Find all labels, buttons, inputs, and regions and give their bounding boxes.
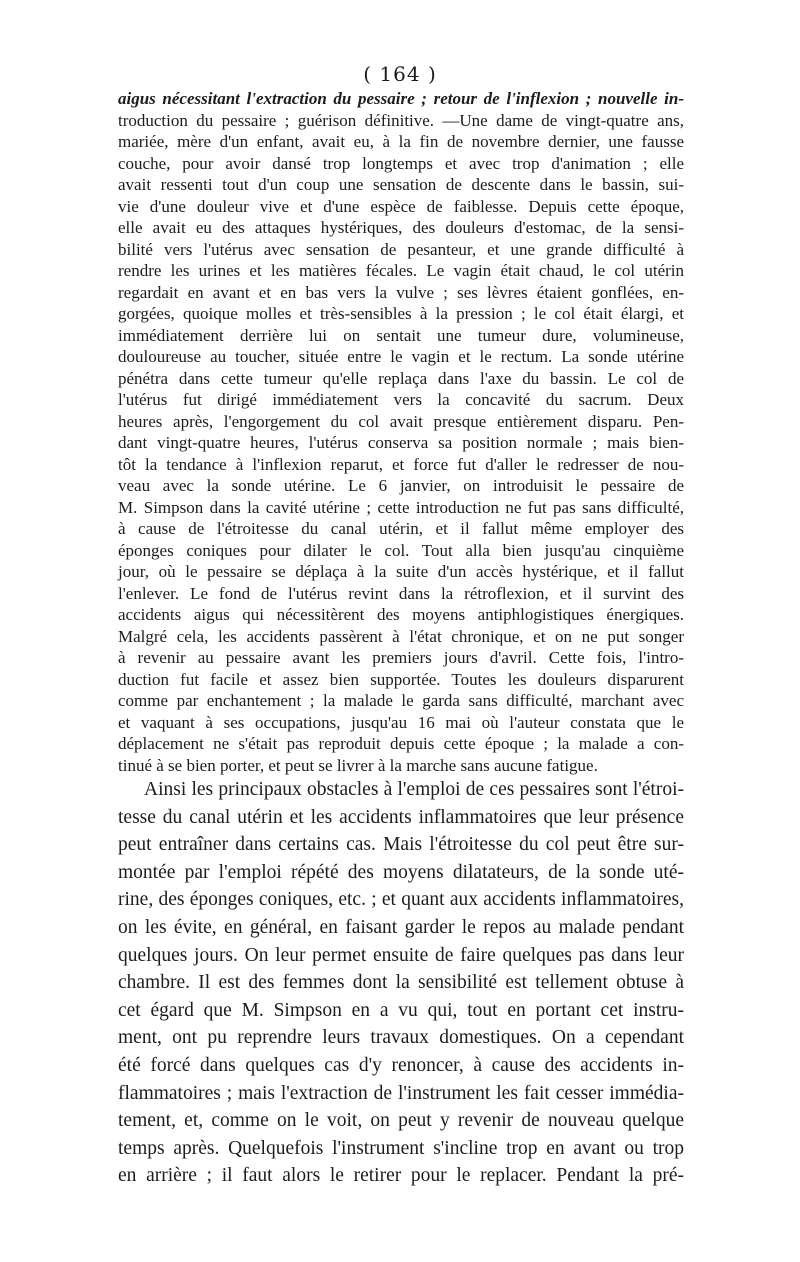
text-line: l'enlever. Le fond de l'utérus revint dans la rétroflexion, et il survint des [118,583,684,603]
text-line: flammatoires ; mais l'extraction de l'instrument les fait cesser immédia- [118,1082,684,1104]
text-line: Ainsi les principaux obstacles à l'emploi de ces pessaires sont l'étroi- [144,779,684,800]
text-line: comme par enchantement ; la malade le garda sans difficulté, marchant avec [118,691,684,710]
text-line: douloureuse au toucher, située entre le vagin et le rectum. La sonde utérine [118,347,684,366]
text-line: gorgées, quoique molles et très-sensibles à la pression ; le col était élargi, et [118,304,684,323]
text-line: elle avait eu des attaques hystériques, des douleurs d'estomac, de la sensi- [118,218,684,237]
text-line: l'utérus fut dirigé immédiatement vers la concavité du sacrum. Deux [118,390,684,409]
main-paragraph [118,776,684,1190]
text-line: immédiatement derrière lui on sentait une tumeur dure, volumineuse, [118,325,684,345]
text-line: éponges coniques pour dilater le col. Tout alla bien jusqu'au cinquième [118,540,684,560]
text-line: accidents aigus qui nécessitèrent des moyens antiphlogistiques énergiques. [118,605,684,624]
text-line: rine, des éponges coniques, etc. ; et quant aux accidents inflammatoires, [118,889,684,911]
text-line: ment, ont pu reprendre leurs travaux domestiques. On a cependant [118,1027,684,1049]
text-line: regardait en avant et en bas vers la vulve ; ses lèvres étaient gonflées, en- [118,282,684,302]
text-line: bilité vers l'utérus avec sensation de pesanteur, et une grande difficulté à [118,239,684,259]
text-line: à revenir au pessaire avant les premiers jours d'avril. Cette fois, l'intro- [118,648,684,667]
text-line: tesse du canal utérin et les accidents inflammatoires que leur présence [118,806,684,828]
text-line: quelques jours. On leur permet ensuite de faire quelques pas dans leur [118,944,684,966]
text-line: en arrière ; il faut alors le retirer pour le replacer. Pendant la pré- [118,1165,684,1187]
text-line: veau avec la sonde utérine. Le 6 janvier, on introduisit le pessaire de [118,476,684,495]
text-line: tinué à se bien porter, et peut se livrer à la marche sans aucune fatigue. [118,755,598,775]
text-line: aigus nécessitant l'extraction du pessaire ; retour de l'inflexion ; nouvelle in- [118,89,684,108]
page-number: ( 164 ) [363,62,437,86]
text-line: Malgré cela, les accidents passèrent à l'état chronique, et on ne put songer [118,626,684,646]
text-line: vie d'une douleur vive et d'une espèce de faiblesse. Depuis cette époque, [118,196,684,216]
text-line: troduction du pessaire ; guérison définitive. —Une dame de vingt-quatre ans, [118,110,684,130]
text-line: mariée, mère d'un enfant, avait eu, à la fin de novembre dernier, une fausse [118,132,684,151]
text-line: M. Simpson dans la cavité utérine ; cette introduction ne fut pas sans difficulté, [118,497,684,517]
text-line: déplacement ne s'était pas reproduit depuis cette époque ; la malade a con- [118,734,684,753]
text-line: à cause de l'étroitesse du canal utérin, et il fallut même employer des [118,519,684,538]
text-line: dant vingt-quatre heures, l'utérus conserva sa position normale ; mais bien- [118,433,684,452]
text-line: rendre les urines et les matières fécales. Le vagin était chaud, le col utérin [118,261,684,280]
text-line: pénétra dans cette tumeur qu'elle replaça dans l'axe du bassin. Le col de [118,368,684,388]
text-line: jour, où le pessaire se déplaça à la suite d'un accès hystérique, et il fallut [118,562,684,581]
text-line: tement, et, comme on le voit, on peut y revenir de nouveau quelque [118,1110,684,1132]
text-line: duction fut facile et assez bien supportée. Toutes les douleurs disparurent [118,669,684,689]
text-line: cet égard que M. Simpson en a vu qui, tout en portant cet instru- [118,999,684,1021]
text-line: avait ressenti tout d'un coup une sensation de descente dans le bassin, sui- [118,175,684,194]
text-line: tôt la tendance à l'inflexion reparut, et force fut d'aller le redresser de nou- [118,454,684,474]
text-line: couche, pour avoir dansé trop longtemps et avec trop d'animation ; elle [118,153,684,173]
text-line: on les évite, en général, en faisant garder le repos au malade pendant [118,916,684,938]
case-report-paragraph [118,88,684,776]
text-line: et vaquant à ses occupations, jusqu'au 16 mai où l'auteur constata que le [118,712,684,732]
text-line: montée par l'emploi répété des moyens dilatateurs, de la sonde uté- [118,861,684,883]
text-line: été forcé dans quelques cas d'y renoncer, à cause des accidents in- [118,1054,684,1076]
text-line: temps après. Quelquefois l'instrument s'incline trop en avant ou trop [118,1137,684,1159]
text-line: peut entraîner dans certains cas. Mais l'étroitesse du col peut être sur- [118,834,684,856]
text-line: heures après, l'engorgement du col avait presque entièrement disparu. Pen- [118,411,684,431]
text-line: chambre. Il est des femmes dont la sensibilité est tellement obtuse à [118,972,684,994]
